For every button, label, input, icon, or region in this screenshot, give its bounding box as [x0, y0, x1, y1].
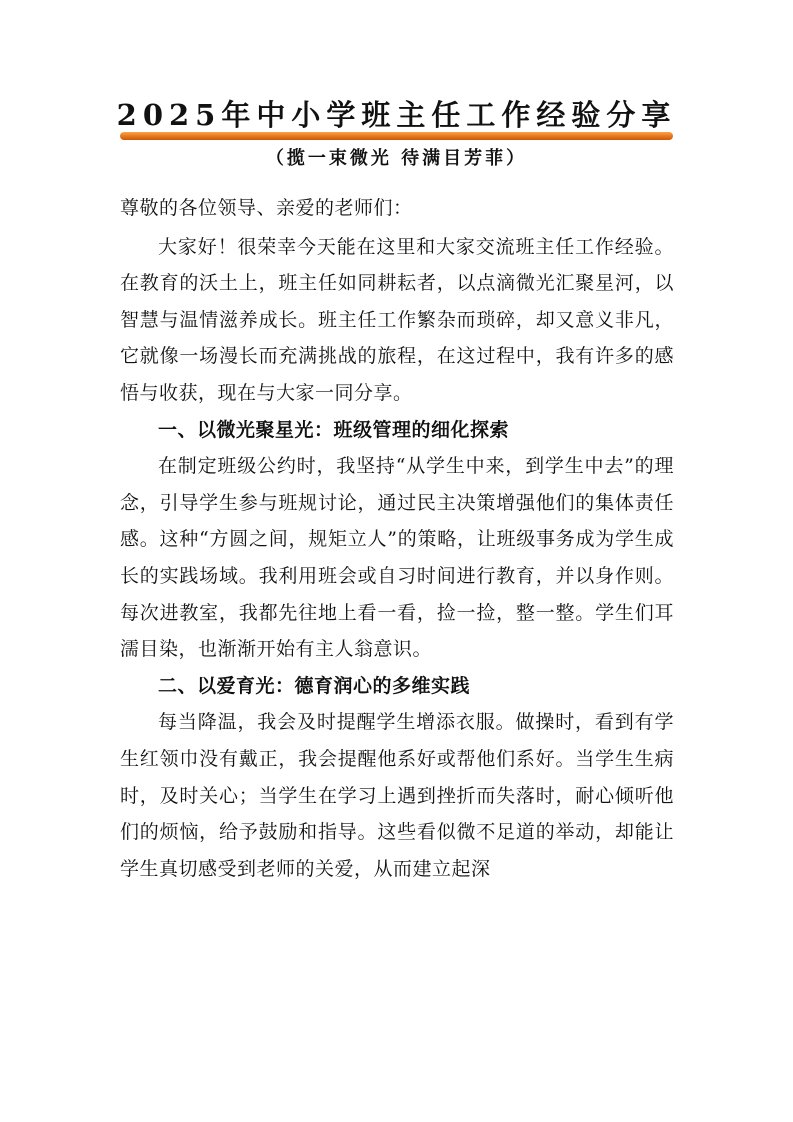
- document-subtitle: （揽一束微光 待满目芳菲）: [265, 148, 528, 169]
- section-2-paragraph: 每当降温，我会及时提醒学生增添衣服。做操时，看到有学生红领巾没有戴正，我会提醒他系好或帮他们系好。当学生生病时，及时关心；当学生在学习上遇到挫折而失落时，耐心倾听他们的烦恼，给予鼓励和指导。这些看似微不足道的举动，却能让学生真切感受到老师的关爱，从而建立起深: [120, 711, 674, 880]
- section-heading-2: 二、以爱育光：德育润心的多维实践: [158, 674, 471, 697]
- intro-paragraph: 大家好！很荣幸今天能在这里和大家交流班主任工作经验。在教育的沃土上，班主任如同耕耘者，以点滴微光汇聚星河，以智慧与温情滋养成长。班主任工作繁杂而琐碎，却又意义非凡，它就像一场漫长而充满挑战的旅程，在这过程中，我有许多的感悟与收获，现在与大家一同分享。: [120, 235, 674, 404]
- document-title: 2025年中小学班主任工作经验分享: [116, 98, 677, 132]
- section-heading-1: 一、以微光聚星光：班级管理的细化探索: [158, 418, 510, 441]
- section-1-paragraph: 在制定班级公约时，我坚持“从学生中来，到学生中去”的理念，引导学生参与班规讨论，通过民主决策增强他们的集体责任感。这种“方圆之间，规矩立人”的策略，让班级事务成为学生成长的实践场域。我利用班会或自习时间进行教育，并以身作则。每次进教室，我都先往地上看一看，捡一捡，整一整。学生们耳濡目染，也渐渐开始有主人翁意识。: [120, 455, 674, 661]
- document-body: [120, 190, 674, 887]
- title-underline-rule: [120, 132, 673, 140]
- greeting-line: 尊敬的各位领导、亲爱的老师们：: [120, 197, 413, 219]
